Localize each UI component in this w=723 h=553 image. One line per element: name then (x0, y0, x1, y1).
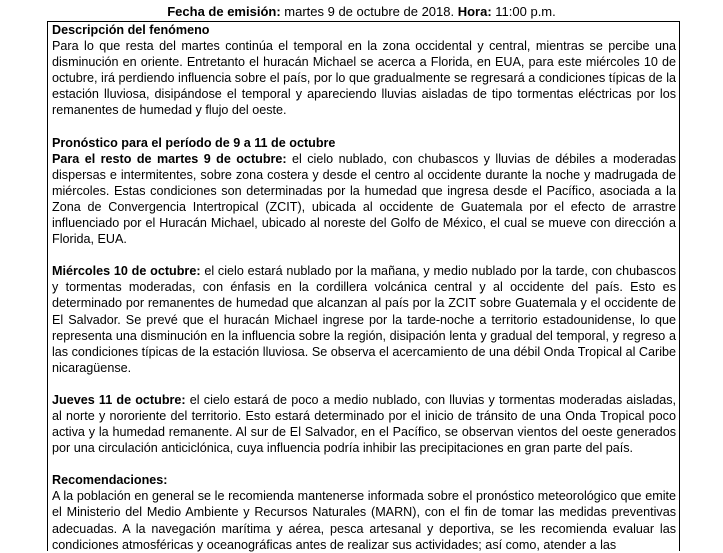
pronostico-title: Pronóstico para el período de 9 a 11 de octubre (52, 135, 336, 150)
forecast-day-1-label: Para el resto de martes 9 de octubre: (52, 151, 287, 166)
spacer (52, 119, 676, 135)
forecast-day-2 (52, 263, 676, 376)
descripcion-title: Descripción del fenómeno (52, 23, 210, 37)
forecast-day-3-label: Jueves 11 de octubre: (52, 392, 186, 407)
issue-date: martes 9 de octubre de 2018. (280, 4, 455, 19)
forecast-day-2-text: el cielo estará nublado por la mañana, y medio nublado por la tarde, con chubascos y tormentas moderadas, con énfasis en la cordillera volcánica central y al occidente del país. Esto es determinado por remanentes de humedad que alcanzan al país por la ZCIT sobre Guatemala y el occidente de El Salvador. Se prevé que el huracán Michael ingrese por la tarde-noche a territorio estadounidense, lo que representa una disminución en la influencia sobre la región, disipación lenta y gradual del temporal, y regreso a las condiciones típicas de la estación lluviosa. Se observa el acercamiento de una débil Onda Tropical al Caribe nicaragüense. (52, 264, 676, 375)
spacer (52, 456, 676, 472)
issue-label: Fecha de emisión: (167, 4, 281, 19)
time-label: Hora: (454, 4, 492, 19)
forecast-day-2-label: Miércoles 10 de octubre: (52, 264, 201, 279)
spacer (52, 247, 676, 263)
forecast-day-1-text: el cielo nublado, con chubascos y lluvias de débiles a moderadas dispersas e intermitentes, sobre zona costera y desde el centro al occidente durante la noche y madrugada de miércoles. Estas condiciones son determinadas por la humedad que ingresa desde el Pacífico, asociada a la Zona de Convergencia Intertropical (ZCIT), ubicada al occidente de Guatemala por el efecto de arrastre influenciado por el Huracán Michael, ubicado al noreste del Golfo de México, el cual se mueve con dirección a Florida, EUA. (52, 151, 676, 247)
forecast-day-3 (52, 392, 676, 456)
spacer (52, 376, 676, 392)
descripcion-text: Para lo que resta del martes continúa el temporal en la zona occidental y central, mientras se percibe una disminución en oriente. Entretanto el huracán Michael se acerca a Florida, en EUA, para este miércoles 10 de octubre, irá perdiendo influencia sobre el país, por lo que gradualmente se regresará a condiciones típicas de la estación lluviosa, disipándose el temporal y apareciendo lluvias aisladas de tipo tormentas eléctricas por los remanentes de humedad y flujo del oeste. (52, 39, 676, 118)
forecast-day-1 (52, 151, 676, 248)
recomendaciones-title: Recomendaciones: (52, 473, 168, 488)
recomendaciones-text: A la población en general se le recomienda mantenerse informada sobre el pronóstico meteorológico que emite el Ministerio del Medio Ambiente y Recursos Naturales (MARN), con el fin de tomar las medidas preventivas adecuadas. A la navegación marítima y aérea, pesca artesanal y deportiva, se les recomienda evaluar las condiciones atmosféricas y oceanográficas antes de realizar sus actividades; así como, atender a las (52, 489, 676, 552)
forecast-day-3-text: el cielo estará de poco a medio nublado, con lluvias y tormentas moderadas aisladas, al norte y nororiente del territorio. Esto estará determinado por el inicio de tránsito de una Onda Tropical poco activa y la humedad remanente. Al sur de El Salvador, en el Pacífico, se observan vientos del oeste generados por una circulación anticiclónica, cuya influencia podría inhibir las precipitaciones en gran parte del país. (52, 392, 676, 456)
bulletin-content (52, 22, 676, 553)
time-value: 11:00 p.m. (491, 4, 556, 19)
issue-line (0, 4, 723, 20)
